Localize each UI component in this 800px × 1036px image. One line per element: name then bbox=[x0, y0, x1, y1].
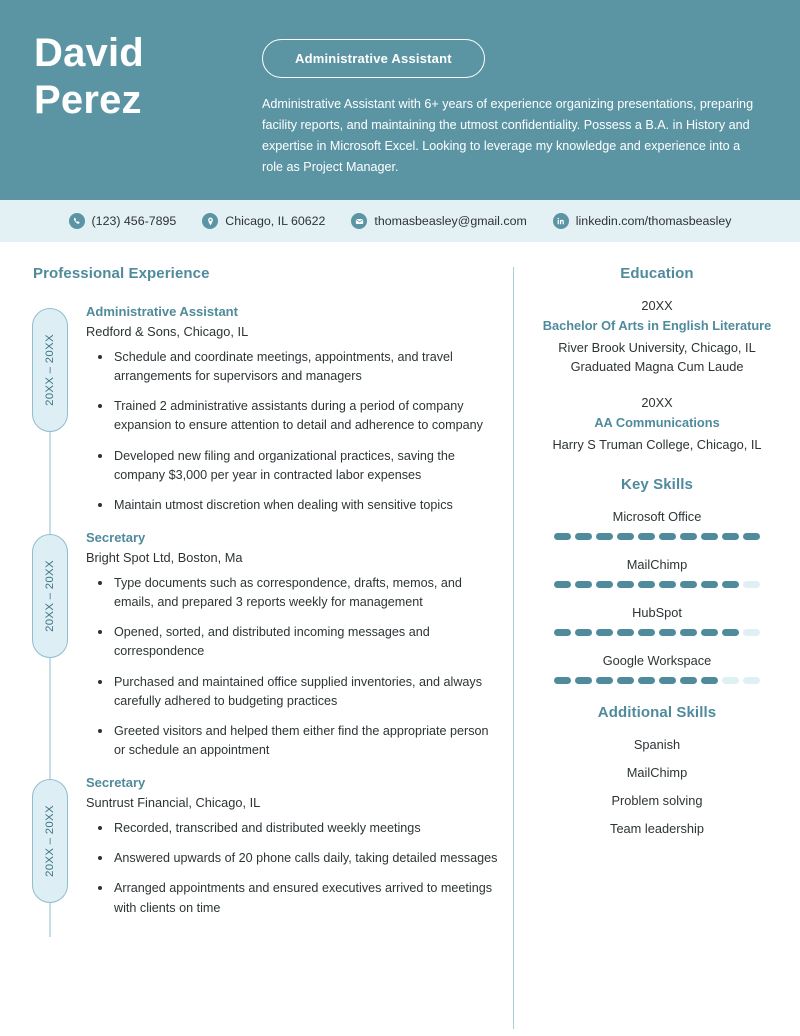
date-pill bbox=[32, 308, 68, 432]
experience-item bbox=[22, 530, 499, 775]
education-degree: Bachelor Of Arts in English Literature bbox=[542, 318, 772, 333]
job-title-pill: Administrative Assistant bbox=[262, 39, 485, 78]
contact-location-text: Chicago, IL 60622 bbox=[225, 214, 326, 228]
additional-skills-list bbox=[534, 737, 780, 836]
job-title: Administrative Assistant bbox=[86, 304, 238, 319]
sidebar-column bbox=[514, 265, 800, 1036]
education-school: Harry S Truman College, Chicago, IL bbox=[552, 436, 762, 452]
responsibility-item: Opened, sorted, and distributed incoming messages and correspondence bbox=[112, 623, 499, 661]
education-item bbox=[534, 395, 780, 454]
skill-dash bbox=[743, 533, 760, 540]
experience-details bbox=[78, 775, 499, 933]
skill-dash bbox=[638, 533, 655, 540]
skill-dash bbox=[596, 677, 613, 684]
responsibility-item: Schedule and coordinate meetings, appointments, and travel arrangements for supervisors and managers bbox=[112, 348, 499, 386]
skill-dash bbox=[638, 629, 655, 636]
responsibility-item: Trained 2 administrative assistants during a period of company expansion to ensure attention to detail and adherence to company bbox=[112, 397, 499, 435]
skill-dash bbox=[575, 581, 592, 588]
contact-location bbox=[202, 213, 325, 229]
skill-dash bbox=[554, 629, 571, 636]
timeline bbox=[22, 530, 78, 775]
resume-body bbox=[0, 243, 800, 1036]
job-company: Redford & Sons, Chicago, IL bbox=[86, 324, 249, 339]
job-title: Secretary bbox=[86, 775, 146, 791]
skill-dash bbox=[617, 629, 634, 636]
additional-skill-item: Team leadership bbox=[610, 821, 704, 837]
skill-dash bbox=[680, 677, 697, 684]
skill-name: HubSpot bbox=[632, 605, 682, 621]
skill-item bbox=[534, 605, 780, 636]
date-range: 20XX – 20XX bbox=[44, 805, 57, 877]
job-title: Secretary bbox=[86, 529, 146, 545]
profile-summary: Administrative Assistant with 6+ years of experience organizing presentations, preparing facility reports, and maintaining the utmost confidentiality. Possess a B.A. in History and expertise in Microsoft Excel. Looking to leverage my knowledge and experience into a role as Project Manager. bbox=[262, 97, 754, 175]
header-right bbox=[258, 28, 766, 179]
skill-dash bbox=[722, 677, 739, 684]
responsibility-list bbox=[86, 574, 499, 760]
contact-linkedin[interactable] bbox=[553, 213, 732, 229]
contact-email[interactable] bbox=[351, 213, 526, 229]
last-name: Perez bbox=[34, 78, 142, 123]
skill-name: Microsoft Office bbox=[612, 509, 702, 525]
timeline bbox=[22, 775, 78, 933]
section-heading-education: Education bbox=[620, 265, 694, 282]
skill-dash bbox=[596, 581, 613, 588]
experience-item bbox=[22, 304, 499, 530]
skill-dash bbox=[638, 581, 655, 588]
candidate-name bbox=[34, 28, 258, 124]
contact-bar bbox=[0, 200, 800, 243]
education-school: River Brook University, Chicago, IL bbox=[558, 340, 756, 356]
skill-rating-bar bbox=[534, 629, 780, 636]
skill-dash bbox=[575, 677, 592, 684]
skill-dash bbox=[743, 629, 760, 636]
skill-name: Google Workspace bbox=[602, 653, 712, 669]
skill-dash bbox=[554, 581, 571, 588]
skill-dash bbox=[617, 533, 634, 540]
responsibility-item: Maintain utmost discretion when dealing with sensitive topics bbox=[112, 496, 499, 515]
education-item bbox=[534, 298, 780, 377]
responsibility-item: Answered upwards of 20 phone calls daily, taking detailed messages bbox=[112, 849, 499, 868]
skill-dash bbox=[701, 629, 718, 636]
date-range: 20XX – 20XX bbox=[44, 560, 57, 632]
skill-dash bbox=[575, 629, 592, 636]
contact-email-text: thomasbeasley@gmail.com bbox=[374, 214, 527, 228]
education-year: 20XX bbox=[641, 394, 673, 410]
skill-dash bbox=[575, 533, 592, 540]
skill-rating-bar bbox=[534, 581, 780, 588]
date-pill bbox=[32, 534, 68, 658]
skill-dash bbox=[743, 581, 760, 588]
section-heading-additional-skills: Additional Skills bbox=[597, 704, 717, 722]
responsibility-item: Recorded, transcribed and distributed weekly meetings bbox=[112, 819, 499, 838]
skill-dash bbox=[680, 533, 697, 540]
skill-dash bbox=[638, 677, 655, 684]
skill-dash bbox=[701, 677, 718, 684]
experience-details bbox=[78, 530, 499, 775]
skill-dash bbox=[722, 533, 739, 540]
location-pin-icon bbox=[202, 213, 218, 229]
responsibility-item: Developed new filing and organizational practices, saving the company $3,000 per year in contracted labor expenses bbox=[112, 447, 499, 485]
contact-phone-text: (123) 456-7895 bbox=[91, 214, 177, 228]
section-heading-experience: Professional Experience bbox=[33, 265, 210, 282]
responsibility-item: Greeted visitors and helped them either find the appropriate person or schedule an appointment bbox=[112, 722, 499, 760]
skill-dash bbox=[722, 629, 739, 636]
skill-dash bbox=[701, 533, 718, 540]
responsibility-item: Purchased and maintained office supplied inventories, and always carefully adhered to budgeting practices bbox=[112, 673, 499, 711]
skill-dash bbox=[680, 629, 697, 636]
skill-dash bbox=[596, 629, 613, 636]
skill-rating-bar bbox=[534, 677, 780, 684]
skill-dash bbox=[680, 581, 697, 588]
experience-details bbox=[78, 304, 499, 530]
skill-dash bbox=[659, 533, 676, 540]
timeline bbox=[22, 304, 78, 530]
responsibility-item: Arranged appointments and ensured executives arrived to meetings with clients on time bbox=[112, 879, 499, 917]
experience-item bbox=[22, 775, 499, 933]
date-pill bbox=[32, 779, 68, 903]
responsibility-item: Type documents such as correspondence, drafts, memos, and emails, and prepared 3 reports weekly for management bbox=[112, 574, 499, 612]
additional-skill-item: Spanish bbox=[633, 737, 681, 753]
section-heading-key-skills: Key Skills bbox=[621, 476, 693, 494]
envelope-icon bbox=[351, 213, 367, 229]
additional-skill-item: MailChimp bbox=[626, 765, 688, 781]
job-company: Bright Spot Ltd, Boston, Ma bbox=[86, 549, 243, 565]
skill-dash bbox=[722, 581, 739, 588]
responsibility-list bbox=[86, 819, 499, 918]
skill-dash bbox=[596, 533, 613, 540]
education-degree: AA Communications bbox=[594, 414, 720, 430]
job-company: Suntrust Financial, Chicago, IL bbox=[86, 795, 261, 811]
resume-header bbox=[0, 0, 800, 200]
skill-dash bbox=[554, 677, 571, 684]
skill-rating-bar bbox=[534, 533, 780, 540]
key-skills-list bbox=[534, 509, 780, 684]
skill-name: MailChimp bbox=[626, 557, 688, 573]
skill-item bbox=[534, 557, 780, 588]
skill-dash bbox=[743, 677, 760, 684]
education-year: 20XX bbox=[641, 298, 673, 313]
skill-dash bbox=[659, 629, 676, 636]
contact-linkedin-text: linkedin.com/thomasbeasley bbox=[575, 214, 732, 228]
experience-column bbox=[0, 265, 513, 1036]
contact-phone[interactable] bbox=[69, 213, 177, 229]
date-range: 20XX – 20XX bbox=[44, 334, 57, 406]
skill-dash bbox=[659, 677, 676, 684]
linkedin-icon bbox=[553, 213, 569, 229]
responsibility-list bbox=[86, 348, 499, 515]
additional-skill-item: Problem solving bbox=[611, 793, 703, 809]
skill-item bbox=[534, 509, 780, 540]
phone-icon bbox=[69, 213, 85, 229]
skill-dash bbox=[701, 581, 718, 588]
skill-dash bbox=[617, 677, 634, 684]
skill-item bbox=[534, 653, 780, 684]
skill-dash bbox=[554, 533, 571, 540]
education-honors: Graduated Magna Cum Laude bbox=[570, 359, 744, 375]
skill-dash bbox=[617, 581, 634, 588]
skill-dash bbox=[659, 581, 676, 588]
first-name: David bbox=[34, 31, 144, 75]
